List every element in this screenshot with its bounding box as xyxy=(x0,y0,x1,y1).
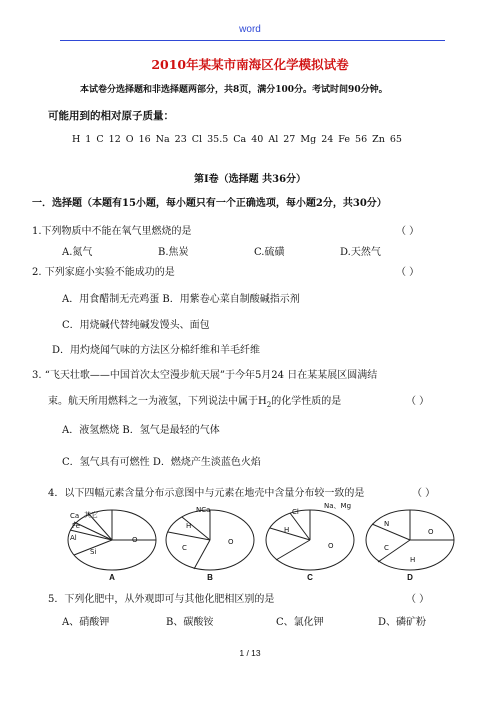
q2-option-c: C．用烧碱代替纯碱发馒头、面包 xyxy=(62,320,210,331)
pie-d-label-h: H xyxy=(410,556,416,564)
q1-option-b: B.焦炭 xyxy=(158,247,189,258)
pie-b-label-h: H xyxy=(186,522,192,530)
pie-c-caption: C xyxy=(307,573,313,582)
section-title: 一．选择题（本题有15小题，每小题只有一个正确选项，每小题2分，共30分） xyxy=(32,198,387,209)
pie-b-caption: B xyxy=(207,573,213,582)
pie-a-label-fe: Fe xyxy=(72,522,80,530)
q2-option-ab: A．用食醋制无壳鸡蛋 B．用紫卷心菜自制酸碱指示剂 xyxy=(62,294,300,305)
atomic-mass-heading: 可能用到的相对原子质量： xyxy=(48,110,174,122)
q5-option-a: A、硝酸钾 xyxy=(62,617,110,628)
q2-stem: 2. 下列家庭小实验不能成功的是 xyxy=(32,267,175,278)
q4-stem: 4．以下四幅元素含量分布示意图中与元素在地壳中含量分布较一致的是 xyxy=(48,488,365,499)
pie-b-label-c: C xyxy=(182,544,187,552)
exam-intro: 本试卷分选择题和非选择题两部分，共8页，满分100分。考试时间90分钟。 xyxy=(80,85,388,95)
q1-option-a: A.氮气 xyxy=(62,247,93,258)
pie-b-label-o: O xyxy=(228,538,234,546)
q3-answer-paren: （ ） xyxy=(406,396,430,407)
pie-a-caption: A xyxy=(109,573,115,582)
element-distribution-figure xyxy=(60,498,460,582)
pie-d-label-n: N xyxy=(384,520,390,528)
pie-c-label-o: O xyxy=(328,542,334,550)
pie-a-label-al: Al xyxy=(70,534,77,542)
pie-a-label-si: Si xyxy=(90,548,97,556)
q3-option-ab: A．液氢燃烧 B．氢气是最轻的气体 xyxy=(62,425,220,436)
exam-title: 2010年某某市南海区化学模拟试卷 xyxy=(151,57,349,72)
part-title: 第Ⅰ卷（选择题 共36分） xyxy=(193,174,307,185)
q1-option-d: D.天然气 xyxy=(340,247,381,258)
q1-answer-paren: （ ） xyxy=(396,226,420,237)
q5-option-c: C、氯化钾 xyxy=(276,617,324,628)
q5-option-d: D、磷矿粉 xyxy=(378,617,427,628)
q3-stem-line1: 3. “飞天壮歌——中国首次太空漫步航天展”于今年5月24 日在某某展区圆满结 xyxy=(32,370,378,381)
pie-d-caption: D xyxy=(407,573,413,582)
pie-c-label-namg: Na、Mg xyxy=(324,502,352,510)
q5-answer-paren: （ ） xyxy=(406,594,430,605)
pie-c-label-cl: Cl xyxy=(292,508,299,516)
pie-d-label-c: C xyxy=(384,544,389,552)
pie-d-label-o: O xyxy=(428,528,434,536)
page-header: word xyxy=(239,24,261,35)
q1-option-c: C.硫磺 xyxy=(254,247,285,258)
q5-option-b: B、碳酸铵 xyxy=(166,617,214,628)
q4-answer-paren: （ ） xyxy=(412,488,436,499)
q1-stem: 1.下列物质中不能在氧气里燃烧的是 xyxy=(32,226,192,237)
q2-option-d: D．用灼烧闻气味的方法区分棉纤维和羊毛纤维 xyxy=(52,345,261,356)
q2-answer-paren: （ ） xyxy=(396,267,420,278)
pie-b-label-nca: NCa xyxy=(196,506,211,514)
pie-a-label-other: 其它 xyxy=(84,511,98,519)
pie-a-label-o: O xyxy=(132,536,138,544)
pie-c-label-h: H xyxy=(284,526,290,534)
atomic-mass-list: H 1 C 12 O 16 Na 23 Cl 35.5 Ca 40 Al 27 Mg 24 Fe 56 Zn 65 xyxy=(72,134,402,145)
pie-a-label-ca: Ca xyxy=(70,512,80,520)
page-number: 1 / 13 xyxy=(239,648,261,658)
q3-option-cd: C．氢气具有可燃性 D．燃烧产生淡蓝色火焰 xyxy=(62,457,261,468)
q3-stem-line2: 束。航天所用燃料之一为液氢，下列说法中属于$H_2$的化学性质的是 xyxy=(48,396,342,409)
q5-stem: 5．下列化肥中，从外观即可与其他化肥相区别的是 xyxy=(48,594,275,605)
header-divider xyxy=(60,40,445,41)
